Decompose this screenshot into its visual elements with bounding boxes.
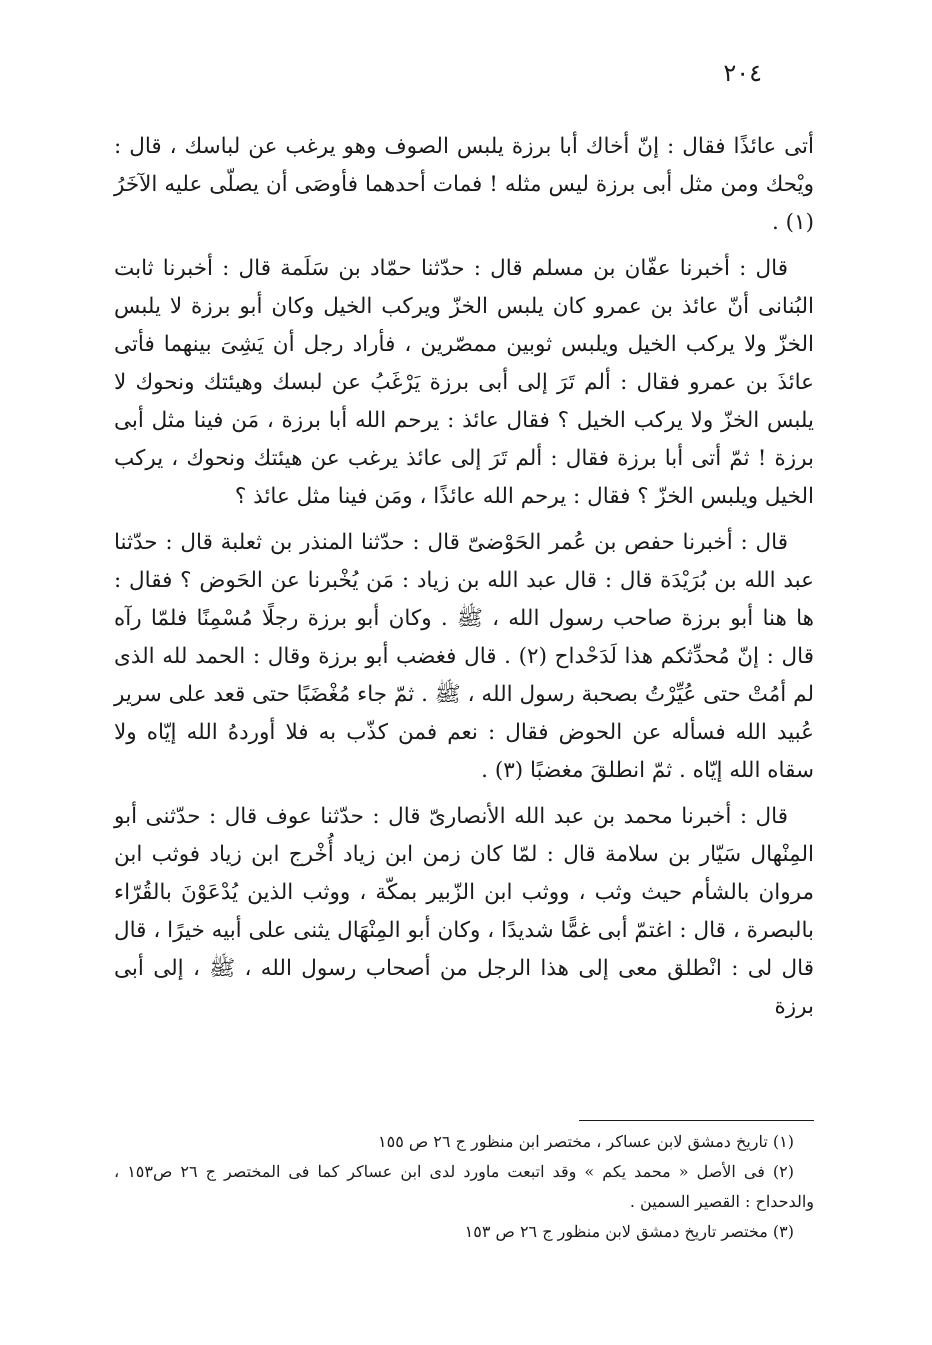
footnote-divider bbox=[579, 1120, 814, 1121]
paragraph: قال : أخبرنا حفص بن عُمر الحَوْضىّ قال : حدّثنا المنذر بن ثعلبة قال : حدّثنا عبد الله بن بُرَيْدَة قال : قال عبد الله بن زياد : مَن يُخْبرنا عن الحَوض ؟ فقال : ها هنا أبو برزة صاحب رسول الله ، ﷺ . وكان أبو برزة رجلًا مُسْمِنًا فلمّا رآه قال : إنّ مُحدِّثكم هذا لَدَحْداح (٢) . قال فغضب أبو برزة وقال : الحمد لله الذى لم أمُتْ حتى عُيِّرْتُ بصحبة رسول الله ، ﷺ . ثمّ جاء مُغْضَبًا حتى قعد على سرير عُبيد الله فسأله عن الحوض فقال : نعم فمن كذّب به فلا أوردهُ الله إيّاه ولا سقاه الله إيّاه . ثمّ انطلقَ مغضبًا (٣) . bbox=[114, 530, 814, 783]
paragraph: قال : أخبرنا محمد بن عبد الله الأنصارىّ قال : حدّثنا عوف قال : حدّثنى أبو المِنْهال سَيّار بن سلامة قال : لمّا كان زمن ابن زياد أُخْرج ابن زياد فوثب ابن مروان بالشأم حيث وثب ، ووثب ابن الزّبير بمكّة ، ووثب الذين يُدْعَوْنَ بالقُرّاء بالبصرة ، قال : اغتمّ أبى غمًّا شديدًا ، وكان أبو المِنْهَال يثنى على أبيه خيرًا ، قال قال لى : انْطلق معى إلى هذا الرجل من أصحاب رسول الله ، ﷺ ، إلى أبى برزة bbox=[114, 804, 814, 1019]
page-number: ٢٠٤ bbox=[723, 59, 762, 87]
footnotes bbox=[114, 1127, 814, 1247]
footnote: (١) تاريخ دمشق لابن عساكر ، مختصر ابن منظور ج ٢٦ ص ١٥٥ bbox=[378, 1132, 794, 1151]
main-text bbox=[114, 128, 814, 1034]
footnote: (٢) فى الأصل « محمد يكم » وقد اتبعت ماورد لدى ابن عساكر كما فى المختصر ج ٢٦ ص١٥٣ ، والدحداح : القصير السمين . bbox=[114, 1162, 814, 1211]
paragraph: قال : أخبرنا عفّان بن مسلم قال : حدّثنا حمّاد بن سَلَمة قال : أخبرنا ثابت البُنانى أنّ عائذ بن عمرو كان يلبس الخزّ ويركب الخيل وكان أبو برزة لا يلبس الخزّ ولا يركب الخيل ويلبس ثوبين ممصّرين ، فأراد رجل أن يَشِىَ بينهما فأتى عائذَ بن عمرو فقال : ألم تَرَ إلى أبى برزة يَرْغَبُ عن لبسك وهيئتك ونحوك لا يلبس الخزّ ولا يركب الخيل ؟ فقال عائذ : يرحم الله أبا برزة ، مَن فينا مثل أبى برزة ! ثمّ أتى أبا برزة فقال : ألم تَرَ إلى عائذ يرغب عن هيئتك ونحوك ، يركب الخيل ويلبس الخزّ ؟ فقال : يرحم الله عائذًا ، ومَن فينا مثل عائذ ؟ bbox=[114, 256, 814, 509]
paragraph: أتى عائذًا فقال : إنّ أخاك أبا برزة يلبس الصوف وهو يرغب عن لباسك ، قال : ويْحك ومن مثل أبى برزة ليس مثله ! فمات أحدهما فأوصَى أن يصلّى عليه الآخَرُ (١) . bbox=[114, 134, 814, 235]
footnote: (٣) مختصر تاريخ دمشق لابن منظور ج ٢٦ ص ١٥٣ bbox=[464, 1222, 794, 1241]
